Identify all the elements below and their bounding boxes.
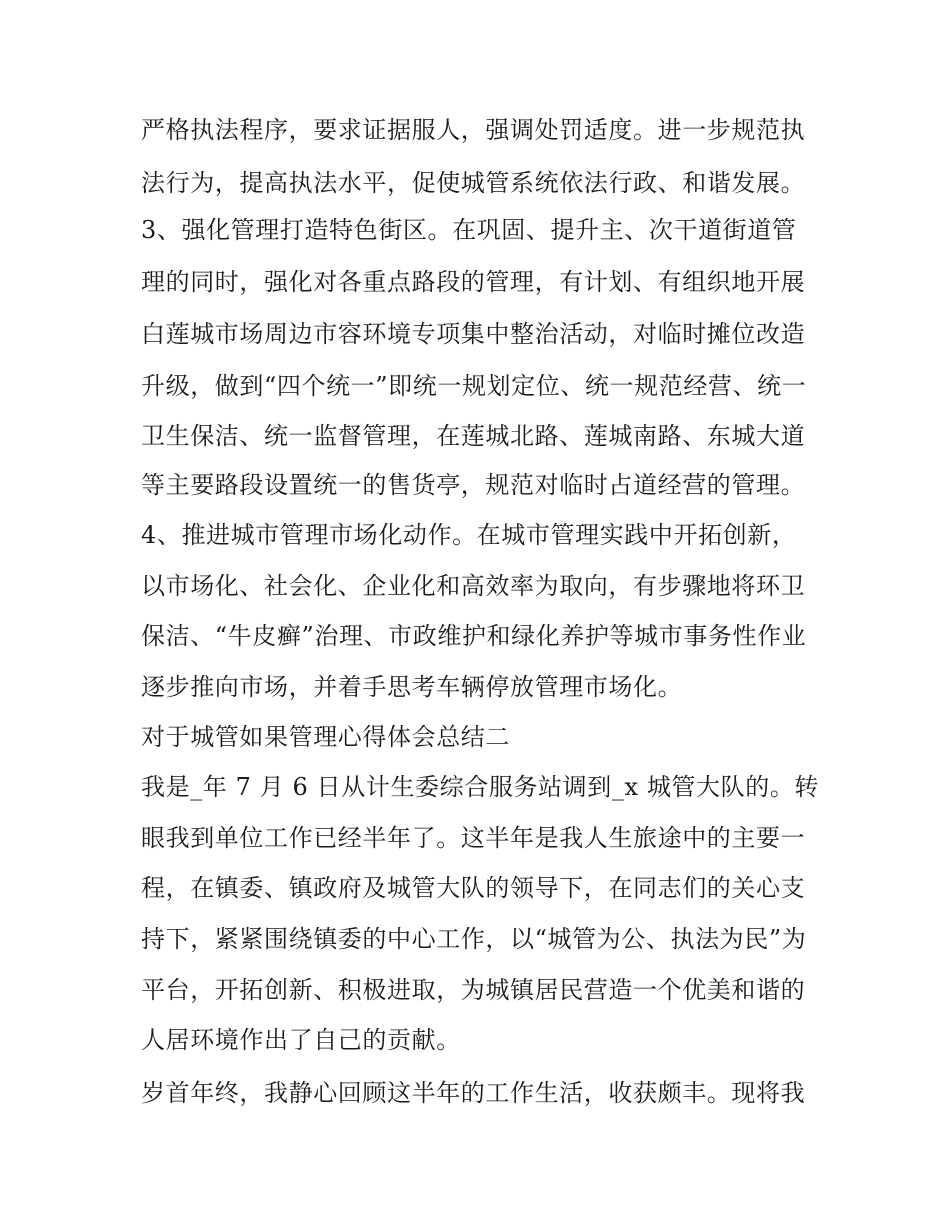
text-line: 卫生保洁、统一监督管理，在莲城北路、莲城南路、东城大道 [141, 422, 806, 450]
text-line: 程，在镇委、镇政府及城管大队的领导下，在同志们的关心支 [141, 874, 806, 902]
text-line: 平台，开拓创新、积极进取，为城镇居民营造一个优美和谐的 [141, 976, 806, 1004]
text-line: 持下，紧紧围绕镇委的中心工作，以“城管为公、执法为民”为 [141, 925, 807, 953]
text-line: 眼我到单位工作已经半年了。这半年是我人生旅途中的主要一 [141, 824, 806, 852]
text-line: 我是_年 7 月 6 日从计生委综合服务站调到_x 城管大队的。转 [141, 773, 820, 801]
text-line: 人居环境作出了自己的贡献。 [141, 1026, 461, 1054]
text-line: 严格执法程序，要求证据服人，强调处罚适度。进一步规范执 [141, 116, 806, 144]
text-line: 4、推进城市管理市场化动作。在城市管理实践中开拓创新， [141, 521, 797, 549]
section-heading: 对于城管如果管理心得体会总结二 [141, 723, 510, 751]
text-line: 以市场化、社会化、企业化和高效率为取向，有步骤地将环卫 [141, 572, 806, 600]
text-line: 等主要路段设置统一的售货亭，规范对临时占道经营的管理。 [141, 471, 806, 499]
text-line: 法行为，提高执法水平，促使城管系统依法行政、和谐发展。 [141, 169, 806, 197]
text-line: 保洁、“牛皮癣”治理、市政维护和绿化养护等城市事务性作业 [141, 622, 807, 650]
text-line: 岁首年终，我静心回顾这半年的工作生活，收获颇丰。现将我 [141, 1079, 806, 1107]
text-line: 逐步推向市场，并着手思考车辆停放管理市场化。 [141, 673, 683, 701]
text-line: 3、强化管理打造特色街区。在巩固、提升主、次干道街道管 [141, 216, 797, 244]
text-line: 理的同时，强化对各重点路段的管理，有计划、有组织地开展 [141, 268, 806, 296]
text-line: 白莲城市场周边市容环境专项集中整治活动，对临时摊位改造 [141, 320, 806, 348]
text-line: 升级，做到“四个统一”即统一规划定位、统一规范经营、统一 [141, 372, 807, 400]
